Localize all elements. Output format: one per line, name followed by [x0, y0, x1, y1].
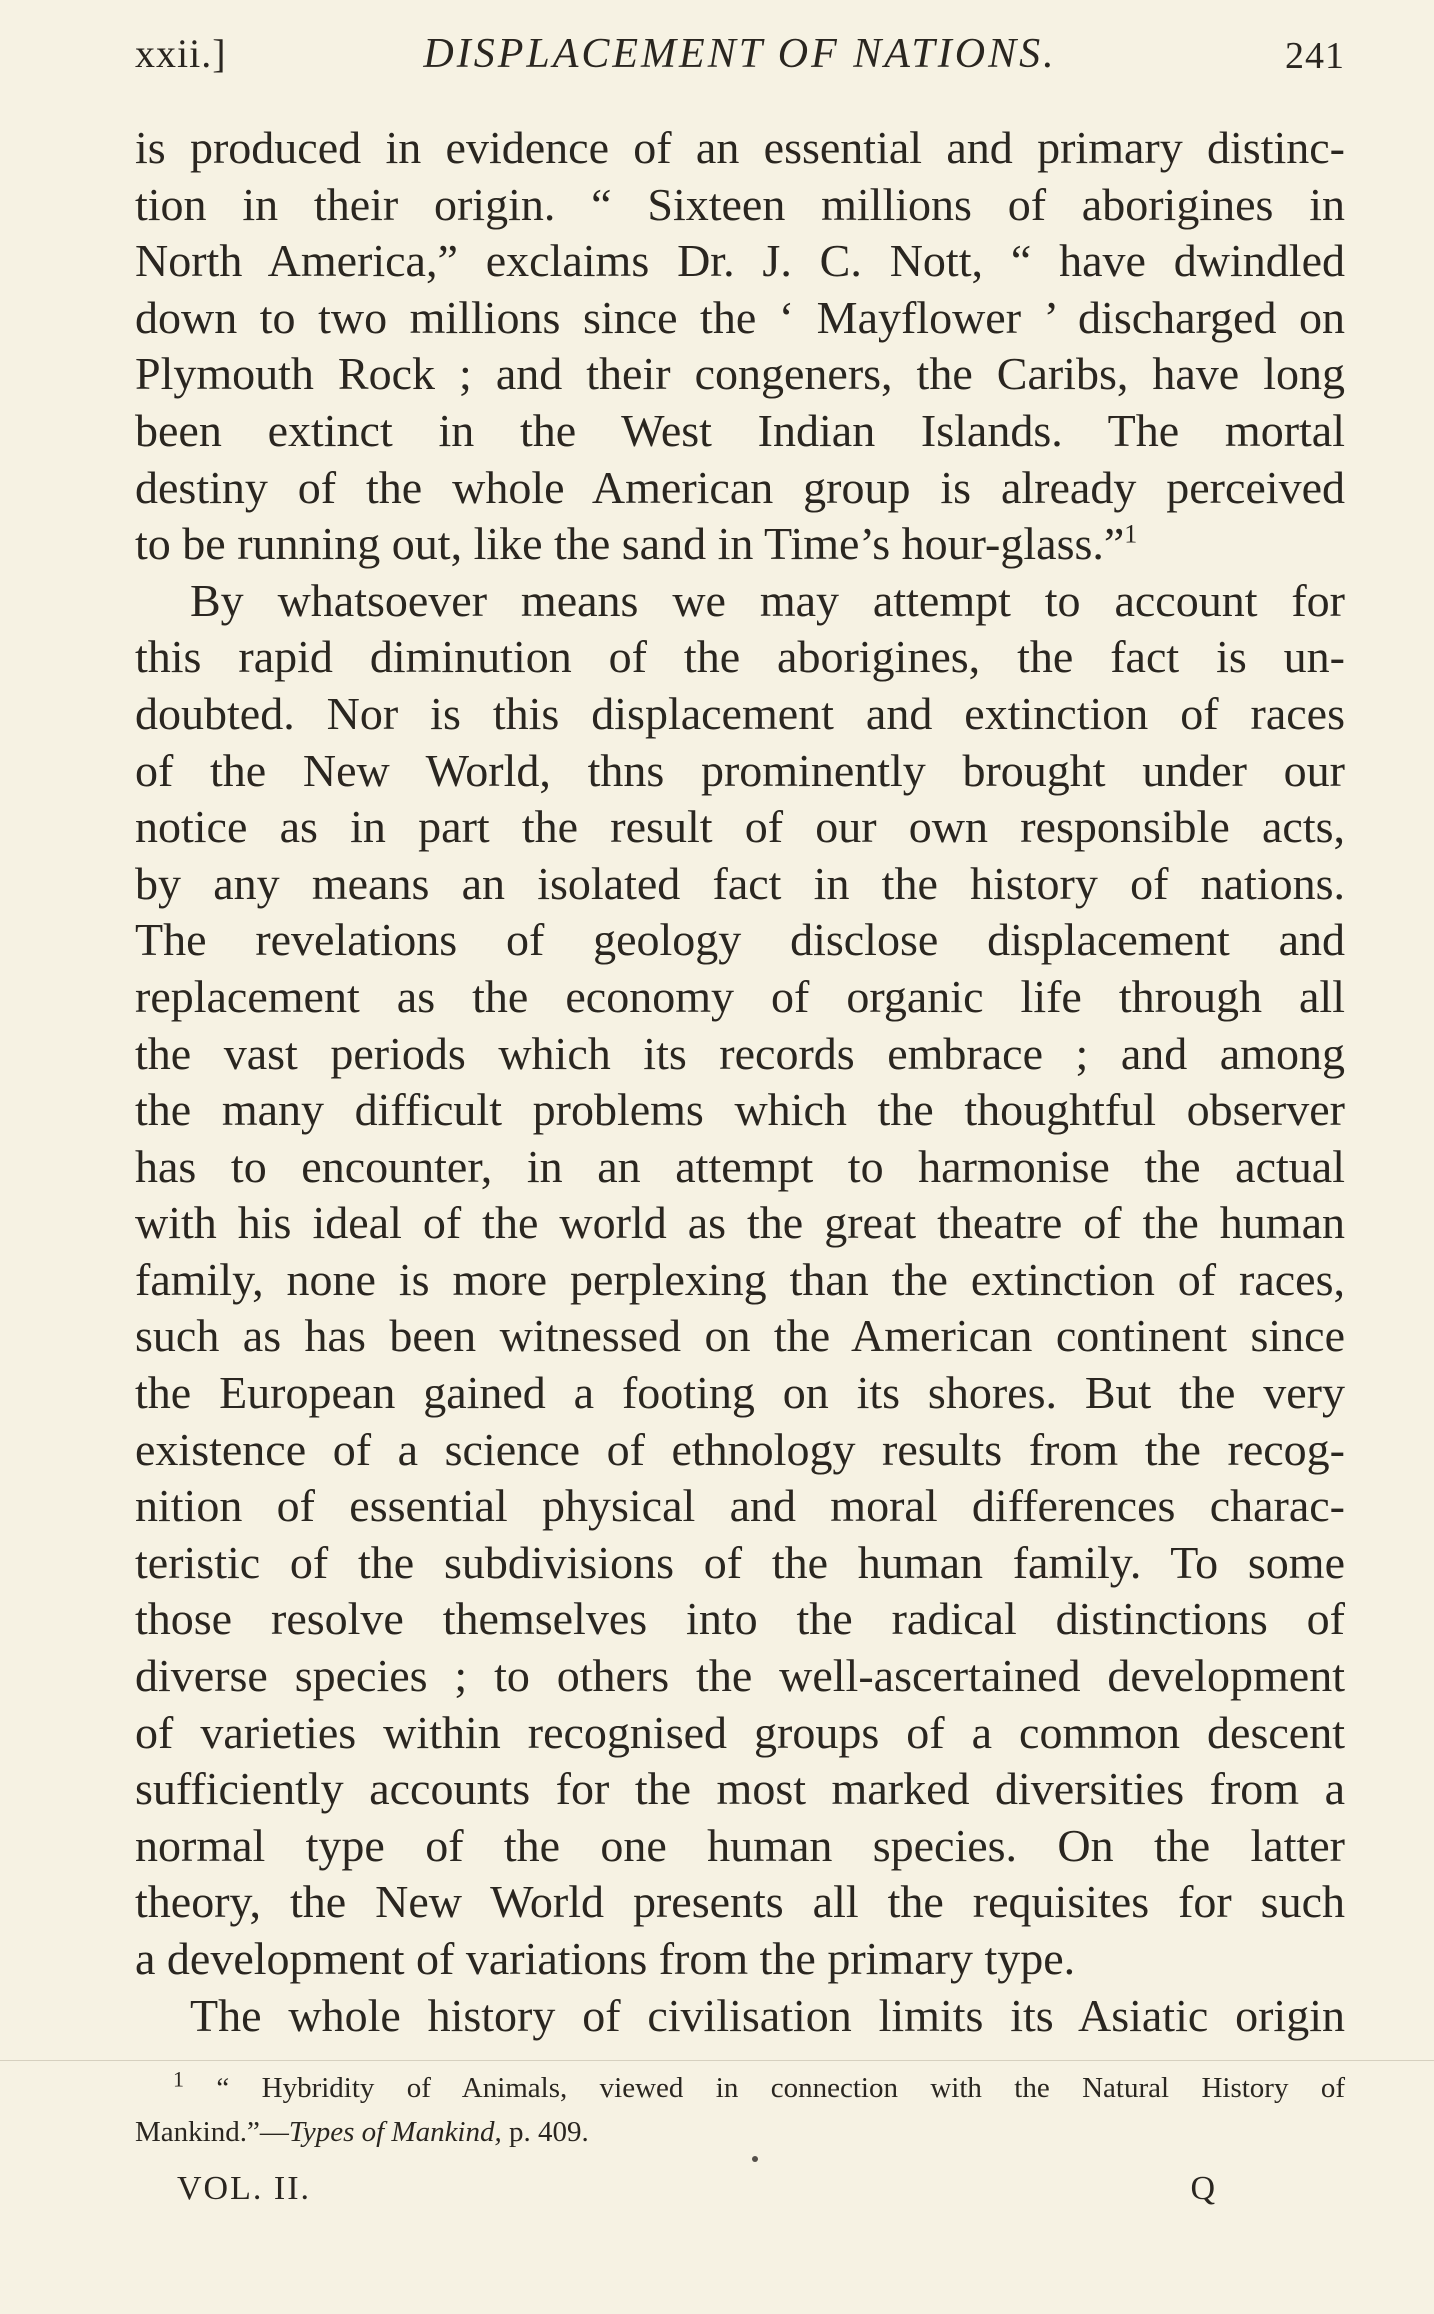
- text-line: nition of essential physical and moral differences charac-: [135, 1480, 1345, 1532]
- text-line: replacement as the economy of organic life through all: [135, 970, 1345, 1022]
- text-line: theory, the New World presents all the requisites for such: [135, 1876, 1345, 1928]
- footnote-text: “ Hybridity of Animals, viewed in connection with the Natural History of: [216, 2072, 1345, 2104]
- text-line: By whatsoever means we may attempt to account for: [190, 574, 1345, 626]
- text-line: family, none is more perplexing than the extinction of races,: [135, 1253, 1345, 1305]
- footnote-line: [135, 2110, 1345, 2154]
- footnote-text: p. 409.: [501, 2116, 589, 2148]
- text-line: tion in their origin. “ Sixteen millions of aborigines in: [135, 178, 1345, 230]
- text-line: the European gained a footing on its shores. But the very: [135, 1367, 1345, 1419]
- text-line: been extinct in the West Indian Islands. The mortal: [135, 404, 1345, 456]
- text-line: to be running out, like the sand in Time’s hour-glass.”: [135, 518, 1125, 570]
- text-line: the vast periods which its records embrace ; and among: [135, 1027, 1345, 1079]
- text-line: has to encounter, in an attempt to harmonise the actual: [135, 1140, 1345, 1192]
- body-text: [135, 120, 1345, 2044]
- text-line: The revelations of geology disclose displacement and: [135, 914, 1345, 966]
- text-line: with his ideal of the world as the great theatre of the human: [135, 1197, 1345, 1249]
- running-head: [135, 30, 1345, 90]
- text-line: sufficiently accounts for the most marked diversities from a: [135, 1763, 1345, 1815]
- footnote-citation-title: Types of Mankind,: [288, 2116, 502, 2148]
- volume-label: VOL. II.: [177, 2170, 312, 2207]
- printer-dot: [752, 2156, 758, 2162]
- footnote-line: [135, 2066, 1345, 2110]
- text-line: the many difficult problems which the thoughtful observer: [135, 1084, 1345, 1136]
- chapter-number: xxii.]: [135, 31, 227, 76]
- text-line: such as has been witnessed on the American continent since: [135, 1310, 1345, 1362]
- text-line: this rapid diminution of the aborigines, the fact is un-: [135, 631, 1345, 683]
- text-line: Plymouth Rock ; and their congeners, the Caribs, have long: [135, 348, 1345, 400]
- text-line: teristic of the subdivisions of the human family. To some: [135, 1536, 1345, 1588]
- text-line-with-footnote: [135, 516, 1345, 573]
- text-line: normal type of the one human species. On the latter: [135, 1819, 1345, 1871]
- text-line: those resolve themselves into the radical distinctions of: [135, 1593, 1345, 1645]
- footnote-divider: [0, 2060, 1434, 2061]
- text-line: destiny of the whole American group is already perceived: [135, 461, 1345, 513]
- text-line: The whole history of civilisation limits its Asiatic origin: [190, 1989, 1345, 2041]
- text-line: of varieties within recognised groups of a common descent: [135, 1706, 1345, 1758]
- footnote-reference: 1: [1124, 519, 1138, 549]
- signature-mark: Q: [1190, 2170, 1217, 2207]
- text-line: a development of variations from the primary type.: [135, 1933, 1076, 1984]
- text-line: by any means an isolated fact in the history of nations.: [135, 857, 1345, 909]
- footnote-text: Mankind.”—: [135, 2116, 289, 2148]
- text-line: North America,” exclaims Dr. J. C. Nott, “ have dwindled: [135, 235, 1345, 287]
- text-line: doubted. Nor is this displacement and extinction of races: [135, 687, 1345, 739]
- footnote-marker: 1: [173, 2066, 184, 2092]
- text-line: diverse species ; to others the well-ascertained development: [135, 1650, 1345, 1702]
- running-title: DISPLACEMENT OF NATIONS.: [423, 31, 1057, 77]
- footnote: [135, 2066, 1345, 2154]
- text-line: down to two millions since the ‘ Mayflower ’ discharged on: [135, 291, 1345, 343]
- text-line: of the New World, thns prominently brought under our: [135, 744, 1345, 796]
- text-line: notice as in part the result of our own responsible acts,: [135, 801, 1345, 853]
- text-line: is produced in evidence of an essential and primary distinc-: [135, 122, 1345, 173]
- page-number: 241: [1285, 35, 1345, 77]
- text-line: existence of a science of ethnology results from the recog-: [135, 1423, 1345, 1475]
